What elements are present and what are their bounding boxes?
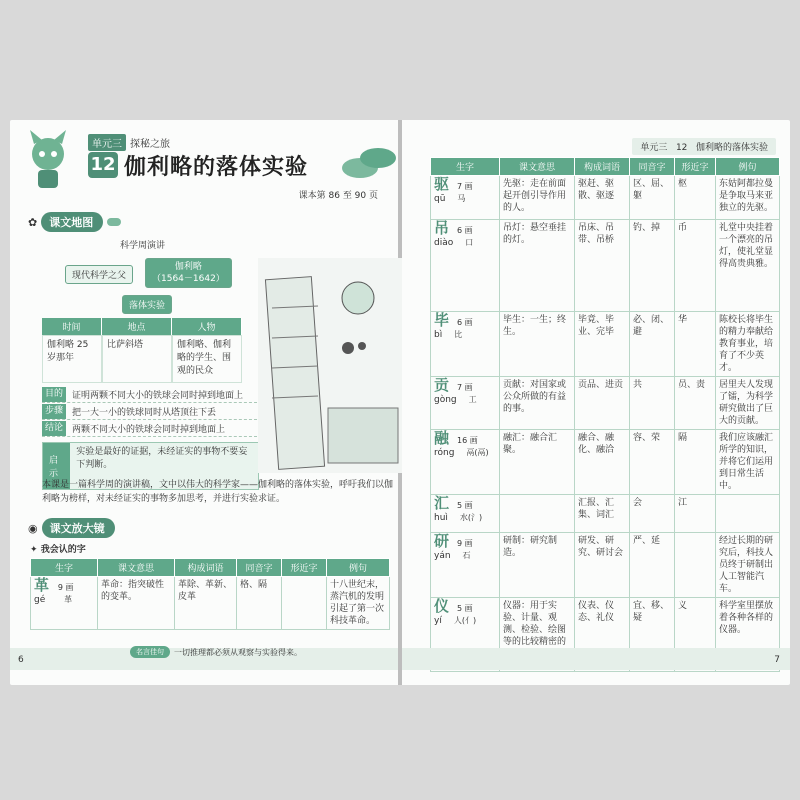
page-number: 7 bbox=[774, 655, 780, 665]
homophone-cell: 共 bbox=[630, 377, 675, 430]
example-cell: 经过长期的研究后，科技人员终于研制出人工智能汽车。 bbox=[716, 533, 780, 598]
page-number: 6 bbox=[18, 655, 24, 665]
radical: 工 bbox=[468, 395, 477, 404]
paw-icon: ✿ bbox=[28, 215, 38, 229]
character: 驱 bbox=[434, 175, 450, 193]
row-purpose bbox=[42, 386, 257, 403]
lesson-number: 12 bbox=[88, 152, 118, 178]
character: 革 bbox=[34, 576, 50, 594]
char-cell bbox=[431, 312, 500, 377]
similar-cell: 员、责 bbox=[675, 377, 716, 430]
meaning-cell: 先驱：走在前面起开创引导作用的人。 bbox=[500, 176, 575, 220]
insight-key: 启示 bbox=[43, 443, 70, 489]
quote bbox=[130, 646, 302, 658]
table-header-row bbox=[431, 158, 780, 176]
row-conclusion bbox=[42, 420, 257, 437]
bullet-icon: ✦ bbox=[30, 545, 41, 555]
homophone-cell: 格、隔 bbox=[237, 577, 282, 630]
row-key: 目的 bbox=[42, 387, 66, 402]
cloud-icon bbox=[107, 218, 121, 226]
col-meaning: 课文意思 bbox=[500, 158, 575, 176]
strokes: 7 画 bbox=[457, 182, 473, 191]
unit-label: 单元三 bbox=[88, 134, 126, 151]
similar-cell bbox=[282, 577, 327, 630]
table-row bbox=[31, 577, 390, 630]
col-words: 构成词语 bbox=[175, 559, 237, 577]
table-row bbox=[431, 220, 780, 312]
example-cell: 十八世纪末，蒸汽机的发明引起了第一次科技革命。 bbox=[327, 577, 390, 630]
radical: 人(亻) bbox=[453, 616, 477, 625]
character: 仪 bbox=[434, 597, 450, 615]
row-value: 证明两颗不同大小的铁球会同时掉到地面上 bbox=[72, 390, 244, 401]
homophone-cell: 钓、掉 bbox=[630, 220, 675, 312]
row-value: 把一大一小的铁球同时从塔顶往下丢 bbox=[72, 407, 217, 418]
table-row bbox=[431, 312, 780, 377]
character: 汇 bbox=[434, 494, 450, 512]
left-vocab-table bbox=[30, 558, 390, 630]
similar-cell: 义 bbox=[675, 598, 716, 672]
meaning-cell: 毕生：一生；终生。 bbox=[500, 312, 575, 377]
header-time: 时间 bbox=[42, 318, 102, 335]
row-steps bbox=[42, 403, 257, 420]
words-cell: 贡品、进贡 bbox=[575, 377, 630, 430]
table-header-row bbox=[31, 559, 390, 577]
col-example: 例句 bbox=[716, 158, 780, 176]
example-cell bbox=[716, 495, 780, 533]
unit-theme: 探秘之旅 bbox=[130, 139, 170, 150]
pinyin: gé bbox=[34, 595, 46, 605]
similar-cell: 币 bbox=[675, 220, 716, 312]
table-row bbox=[431, 533, 780, 598]
example-cell: 东姑阿都拉曼是争取马来亚独立的先驱。 bbox=[716, 176, 780, 220]
radical: 石 bbox=[462, 551, 471, 560]
character: 毕 bbox=[434, 311, 450, 329]
meaning-cell: 贡献：对国家或公众所做的有益的事。 bbox=[500, 377, 575, 430]
homophone-cell: 严、延 bbox=[630, 533, 675, 598]
radical: 比 bbox=[454, 330, 463, 339]
strokes: 6 画 bbox=[457, 318, 473, 327]
char-cell bbox=[431, 220, 500, 312]
fox-mascot-icon bbox=[18, 130, 80, 190]
map-title: 课文地图 bbox=[41, 212, 103, 232]
col-words: 构成词语 bbox=[575, 158, 630, 176]
homophone-cell: 宜、移、疑 bbox=[630, 598, 675, 672]
right-vocab-table bbox=[430, 157, 780, 672]
char-cell bbox=[431, 377, 500, 430]
pinyin: róng bbox=[434, 448, 455, 458]
char-cell bbox=[431, 430, 500, 495]
meaning-cell: 仪器：用于实验、计量、观测、检验、绘图等的比较精密的 bbox=[500, 598, 575, 672]
meaning-cell: 研制：研究制造。 bbox=[500, 533, 575, 598]
similar-cell bbox=[675, 533, 716, 598]
strokes: 9 画 bbox=[57, 583, 74, 592]
character: 融 bbox=[434, 429, 450, 447]
radical: 鬲(鬲) bbox=[466, 448, 489, 457]
table-row bbox=[431, 495, 780, 533]
char-cell bbox=[431, 176, 500, 220]
leaning-tower-illustration bbox=[258, 258, 403, 473]
tag-unit: 单元三 bbox=[640, 143, 668, 153]
radical: 水(氵) bbox=[459, 513, 483, 522]
col-homophone: 同音字 bbox=[630, 158, 675, 176]
meaning-cell bbox=[500, 495, 575, 533]
header-place: 地点 bbox=[102, 318, 172, 335]
col-similar: 形近字 bbox=[675, 158, 716, 176]
similar-cell: 华 bbox=[675, 312, 716, 377]
example-cell: 礼堂中央挂着一个漂亮的吊灯，使礼堂显得高贵典雅。 bbox=[716, 220, 780, 312]
section-zoom-header bbox=[28, 518, 115, 538]
words-cell: 研发、研究、研讨会 bbox=[575, 533, 630, 598]
col-example: 例句 bbox=[327, 559, 390, 577]
similar-cell: 枢 bbox=[675, 176, 716, 220]
radical: 马 bbox=[457, 194, 466, 203]
eye-icon: ◉ bbox=[28, 521, 38, 535]
insight-text: 实验是最好的证据，未经证实的事物不要妄下判断。 bbox=[76, 447, 248, 470]
word-subtitle bbox=[30, 542, 86, 555]
section-map-header bbox=[28, 212, 121, 232]
value-people: 伽利略、伽利略的学生、围观的民众 bbox=[172, 335, 242, 383]
experiment-table bbox=[42, 318, 242, 383]
homophone-cell: 区、屈、躯 bbox=[630, 176, 675, 220]
meaning-cell: 革命：指突破性的变革。 bbox=[98, 577, 175, 630]
experiment-steps bbox=[42, 386, 257, 437]
experiment-label: 落体实验 bbox=[122, 295, 172, 314]
strokes: 5 画 bbox=[457, 604, 473, 613]
radical: 革 bbox=[64, 595, 73, 604]
char-cell bbox=[431, 533, 500, 598]
strokes: 7 画 bbox=[457, 383, 473, 392]
speech-label: 科学周演讲 bbox=[120, 241, 166, 251]
homophone-cell: 会 bbox=[630, 495, 675, 533]
radical: 口 bbox=[465, 238, 474, 247]
father-label: 现代科学之父 bbox=[65, 265, 133, 284]
lesson-summary: 本课是一篇科学周的演讲稿，文中以伟大的科学家——伽利略的落体实验，呼吁我们以伽利略为榜样，对未经证实的事物多加思考，并进行实验求证。 bbox=[42, 480, 394, 504]
strokes: 16 画 bbox=[457, 436, 478, 445]
name-card bbox=[145, 258, 232, 288]
homophone-cell: 容、荣 bbox=[630, 430, 675, 495]
words-cell: 毕竟、毕业、完毕 bbox=[575, 312, 630, 377]
pinyin: yí bbox=[434, 616, 442, 626]
pinyin: diào bbox=[434, 238, 454, 248]
words-cell: 吊床、吊带、吊桥 bbox=[575, 220, 630, 312]
scientist-name: 伽利略 bbox=[174, 262, 202, 272]
header-people: 人物 bbox=[172, 318, 242, 335]
col-char: 生字 bbox=[31, 559, 98, 577]
scientist-years: （1564－1642） bbox=[152, 274, 225, 284]
value-time: 伽利略 25 岁那年 bbox=[42, 335, 102, 383]
example-cell: 我们应该融汇所学的知识，并将它们运用到日常生活中。 bbox=[716, 430, 780, 495]
pinyin: yán bbox=[434, 551, 451, 561]
strokes: 5 画 bbox=[457, 501, 473, 510]
example-cell: 陈校长将毕生的精力奉献给教育事业，培育了不少英才。 bbox=[716, 312, 780, 377]
lesson-title: 伽利略的落体实验 bbox=[124, 155, 309, 180]
char-cell bbox=[31, 577, 98, 630]
row-key: 结论 bbox=[42, 421, 66, 436]
homophone-cell: 必、闭、避 bbox=[630, 312, 675, 377]
example-cell: 科学室里摆放着各种各样的仪器。 bbox=[716, 598, 780, 672]
character: 研 bbox=[434, 532, 450, 550]
value-place: 比萨斜塔 bbox=[102, 335, 172, 383]
quote-badge: 名言佳句 bbox=[130, 646, 170, 658]
footer-strip bbox=[402, 648, 790, 670]
pinyin: qū bbox=[434, 194, 446, 204]
meaning-cell: 吊灯：悬空垂挂的灯。 bbox=[500, 220, 575, 312]
char-cell bbox=[431, 495, 500, 533]
character: 吊 bbox=[434, 219, 450, 237]
left-page bbox=[10, 120, 398, 685]
words-cell: 革除、革新、皮革 bbox=[175, 577, 237, 630]
strokes: 6 画 bbox=[457, 226, 473, 235]
textbook-page-reference: 课本第 86 至 90 页 bbox=[298, 191, 378, 201]
meaning-cell: 融汇：融合汇聚。 bbox=[500, 430, 575, 495]
right-page bbox=[402, 120, 790, 685]
unit-tag bbox=[88, 134, 170, 151]
strokes: 9 画 bbox=[457, 539, 473, 548]
row-value: 两颗不同大小的铁球会同时掉到地面上 bbox=[72, 424, 226, 435]
similar-cell: 江 bbox=[675, 495, 716, 533]
zoom-title: 课文放大镜 bbox=[42, 518, 115, 538]
coins-icon bbox=[340, 138, 398, 184]
words-cell: 驱赶、驱散、驱逐 bbox=[575, 176, 630, 220]
example-cell: 居里夫人发现了镭，为科学研究做出了巨大的贡献。 bbox=[716, 377, 780, 430]
pinyin: huì bbox=[434, 513, 448, 523]
pinyin: bì bbox=[434, 330, 443, 340]
words-cell: 汇报、汇集、词汇 bbox=[575, 495, 630, 533]
col-homophone: 同音字 bbox=[237, 559, 282, 577]
table-row bbox=[431, 176, 780, 220]
pinyin: gòng bbox=[434, 395, 457, 405]
tag-number: 12 bbox=[675, 143, 688, 153]
row-key: 步骤 bbox=[42, 404, 66, 419]
words-cell: 仪表、仪态、礼仪 bbox=[575, 598, 630, 672]
character: 贡 bbox=[434, 376, 450, 394]
table-row bbox=[431, 377, 780, 430]
table-row bbox=[431, 430, 780, 495]
col-similar: 形近字 bbox=[282, 559, 327, 577]
tag-title: 伽利略的落体实验 bbox=[695, 143, 768, 153]
similar-cell: 隔 bbox=[675, 430, 716, 495]
right-header-tag bbox=[632, 138, 776, 155]
word-title: 我会认的字 bbox=[40, 545, 86, 555]
col-char: 生字 bbox=[431, 158, 500, 176]
words-cell: 融合、融化、融洽 bbox=[575, 430, 630, 495]
col-meaning: 课文意思 bbox=[98, 559, 175, 577]
quote-text: 一切推理都必须从观察与实验得来。 bbox=[174, 647, 302, 657]
